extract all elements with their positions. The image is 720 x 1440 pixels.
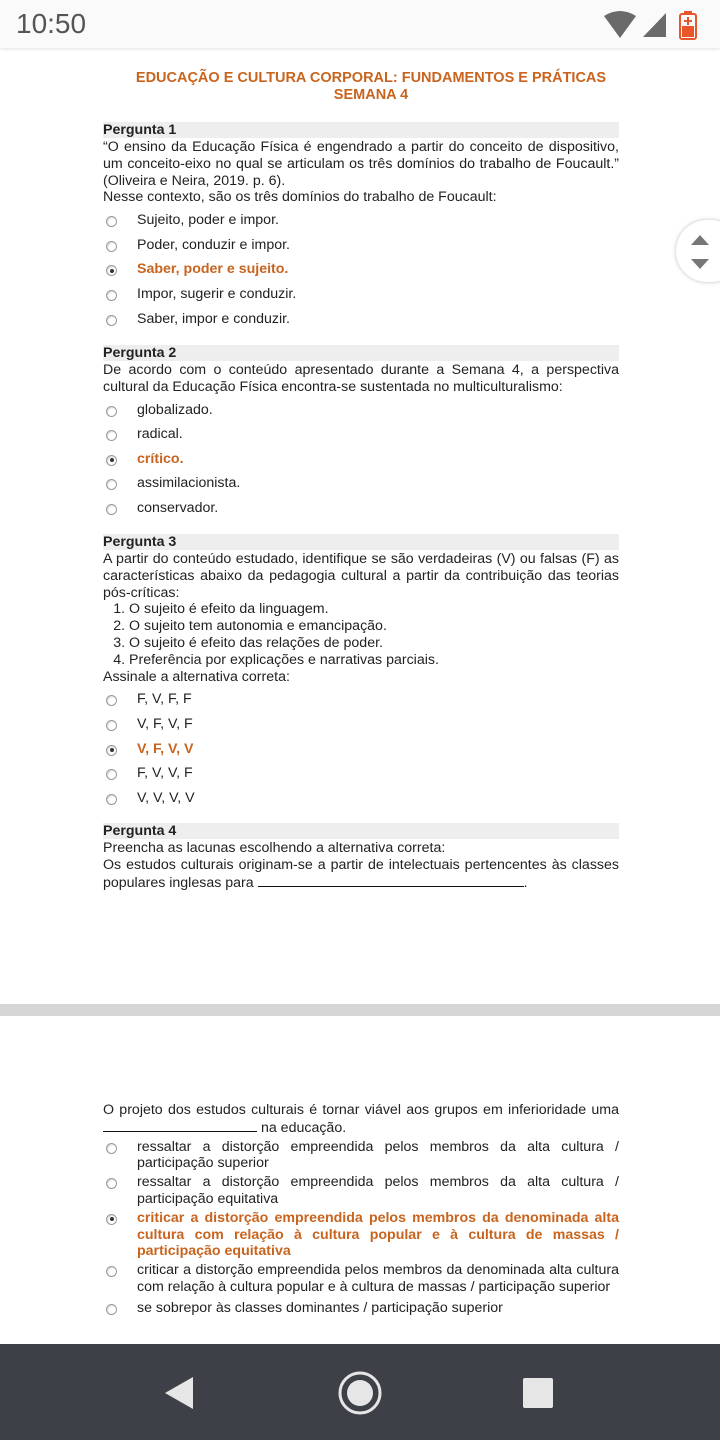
- radio-button[interactable]: [106, 1304, 117, 1315]
- option[interactable]: [103, 712, 619, 737]
- status-bar: [0, 0, 720, 48]
- radio-button-checked[interactable]: [106, 745, 117, 756]
- option-label: crítico.: [137, 450, 184, 467]
- option[interactable]: [103, 1174, 619, 1208]
- option[interactable]: [103, 233, 619, 258]
- option-label: Saber, impor e conduzir.: [137, 310, 290, 327]
- option[interactable]: [103, 1300, 619, 1317]
- recents-icon[interactable]: [515, 1370, 561, 1416]
- status-icons: [603, 10, 698, 40]
- text-after-blank: .: [523, 874, 528, 891]
- radio-button-checked[interactable]: [106, 455, 117, 466]
- question-text-2: [103, 1102, 619, 1137]
- radio-button[interactable]: [106, 1178, 117, 1189]
- option[interactable]: [103, 1139, 619, 1173]
- chevron-up-icon[interactable]: [690, 234, 710, 246]
- radio-button[interactable]: [106, 216, 117, 227]
- question-heading: Pergunta 1: [103, 122, 619, 138]
- title-line-2: SEMANA 4: [333, 87, 409, 103]
- title-line-1: EDUCAÇÃO E CULTURA CORPORAL: FUNDAMENTOS E PRÁTICAS: [135, 70, 607, 86]
- option-label: globalizado.: [137, 401, 213, 418]
- radio-button[interactable]: [106, 315, 117, 326]
- radio-button[interactable]: [106, 504, 117, 515]
- question-heading: Pergunta 3: [103, 534, 619, 550]
- option-label: radical.: [137, 426, 183, 443]
- question-heading: Pergunta 4: [103, 823, 619, 839]
- options: [103, 398, 619, 521]
- radio-button[interactable]: [106, 1143, 117, 1154]
- option-label: Sujeito, poder e impor.: [137, 212, 279, 229]
- question-prompt: Nesse contexto, são os três domínios do trabalho de Foucault:: [103, 189, 497, 206]
- statement-list: [103, 601, 619, 668]
- home-icon[interactable]: [337, 1370, 383, 1416]
- question-4-continued: [103, 1102, 619, 1319]
- question-1: [103, 122, 619, 331]
- radio-button-checked[interactable]: [106, 265, 117, 276]
- option[interactable]: [103, 496, 619, 521]
- cell-signal-icon: [642, 12, 668, 38]
- radio-button[interactable]: [106, 430, 117, 441]
- radio-button[interactable]: [106, 241, 117, 252]
- question-text: A partir do conteúdo estudado, identifique se são verdadeiras (V) ou falsas (F) as características abaixo da pedagogia cultural a partir da contribuição das teorias pós-críticas:: [103, 551, 619, 601]
- option-selected[interactable]: [103, 1210, 619, 1260]
- radio-button[interactable]: [106, 479, 117, 490]
- option-label: assimilacionista.: [137, 475, 241, 492]
- question-text: “O ensino da Educação Física é engendrado a partir do conceito de dispositivo, um conceito-eixo no qual se articulam os três domínios do trabalho de Foucault.” (Oliveira e Neira, 2019. p. 6).: [103, 139, 619, 189]
- option-label: conservador.: [137, 499, 219, 516]
- question-4: [103, 823, 619, 891]
- option[interactable]: [103, 761, 619, 786]
- question-text: De acordo com o conteúdo apresentado durante a Semana 4, a perspectiva cultural da Educação Física encontra-se sustentada no multiculturalismo:: [103, 362, 619, 395]
- fill-blank-2: [103, 1119, 257, 1132]
- options: [103, 687, 619, 810]
- option[interactable]: [103, 282, 619, 307]
- list-item: 2. O sujeito tem autonomia e emancipação.: [129, 618, 619, 635]
- option[interactable]: [103, 208, 619, 233]
- option-label: criticar a distorção empreendida pelos membros da denominada alta cultura com relação à cultura popular e à cultura de massas / participação equitativa: [137, 1209, 619, 1260]
- options: [103, 208, 619, 331]
- scroll-control[interactable]: [676, 220, 720, 282]
- battery-icon: [678, 10, 698, 40]
- option-selected[interactable]: [103, 257, 619, 282]
- document-title: [103, 70, 639, 104]
- option-label: ressaltar a distorção empreendida pelos membros da alta cultura / participação equitativa: [137, 1174, 619, 1207]
- question-3: [103, 534, 619, 810]
- option-label: V, F, V, V: [137, 740, 194, 757]
- radio-button-checked[interactable]: [106, 1214, 117, 1225]
- option-label: se sobrepor às classes dominantes / participação superior: [137, 1299, 503, 1316]
- option-label: ressaltar a distorção empreendida pelos membros da alta cultura / participação superior: [137, 1138, 619, 1172]
- option[interactable]: [103, 307, 619, 332]
- text-before-blank: Os estudos culturais originam-se a partir de intelectuais pertencentes às classes populares inglesas para: [103, 856, 619, 891]
- option-label: Poder, conduzir e impor.: [137, 236, 290, 253]
- radio-button[interactable]: [106, 720, 117, 731]
- option-label: V, V, V, V: [137, 789, 195, 806]
- radio-button[interactable]: [106, 794, 117, 805]
- options: [103, 1139, 619, 1317]
- page-divider: [0, 1004, 720, 1016]
- list-item: 4. Preferência por explicações e narrativas parciais.: [129, 652, 619, 669]
- option-label: Saber, poder e sujeito.: [137, 261, 289, 278]
- question-prompt: Preencha as lacunas escolhendo a alternativa correta:: [103, 840, 446, 856]
- chevron-down-icon[interactable]: [690, 258, 710, 270]
- fill-blank-1: [258, 874, 524, 887]
- option[interactable]: [103, 398, 619, 423]
- option[interactable]: [103, 687, 619, 712]
- option[interactable]: [103, 422, 619, 447]
- option-label: V, F, V, F: [137, 715, 193, 732]
- option-label: F, V, F, F: [137, 691, 192, 708]
- option-selected[interactable]: [103, 737, 619, 762]
- text-before-blank: O projeto dos estudos culturais é tornar viável aos grupos em inferioridade uma: [103, 1102, 619, 1118]
- radio-button[interactable]: [106, 406, 117, 417]
- back-icon[interactable]: [157, 1370, 203, 1416]
- question-heading: Pergunta 2: [103, 345, 619, 361]
- wifi-icon: [603, 11, 637, 39]
- navigation-bar: [0, 1344, 720, 1440]
- radio-button[interactable]: [106, 769, 117, 780]
- option[interactable]: [103, 1262, 619, 1296]
- radio-button[interactable]: [106, 695, 117, 706]
- question-text: [103, 857, 619, 892]
- option[interactable]: [103, 786, 619, 811]
- list-item: 3. O sujeito é efeito das relações de poder.: [129, 635, 619, 652]
- text-after-blank: na educação.: [260, 1119, 347, 1136]
- option-label: Impor, sugerir e conduzir.: [137, 285, 297, 302]
- radio-button[interactable]: [106, 1266, 117, 1277]
- status-time: 10:50: [16, 8, 87, 39]
- option[interactable]: [103, 471, 619, 496]
- question-prompt: Assinale a alternativa correta:: [103, 668, 290, 685]
- list-item: 1. O sujeito é efeito da linguagem.: [129, 601, 619, 618]
- option-label: F, V, V, F: [137, 765, 193, 782]
- option-selected[interactable]: [103, 447, 619, 472]
- radio-button[interactable]: [106, 290, 117, 301]
- option-label: criticar a distorção empreendida pelos membros da denominada alta cultura com relação à cultura popular e à cultura de massas / participação superior: [137, 1262, 619, 1295]
- question-2: [103, 345, 619, 521]
